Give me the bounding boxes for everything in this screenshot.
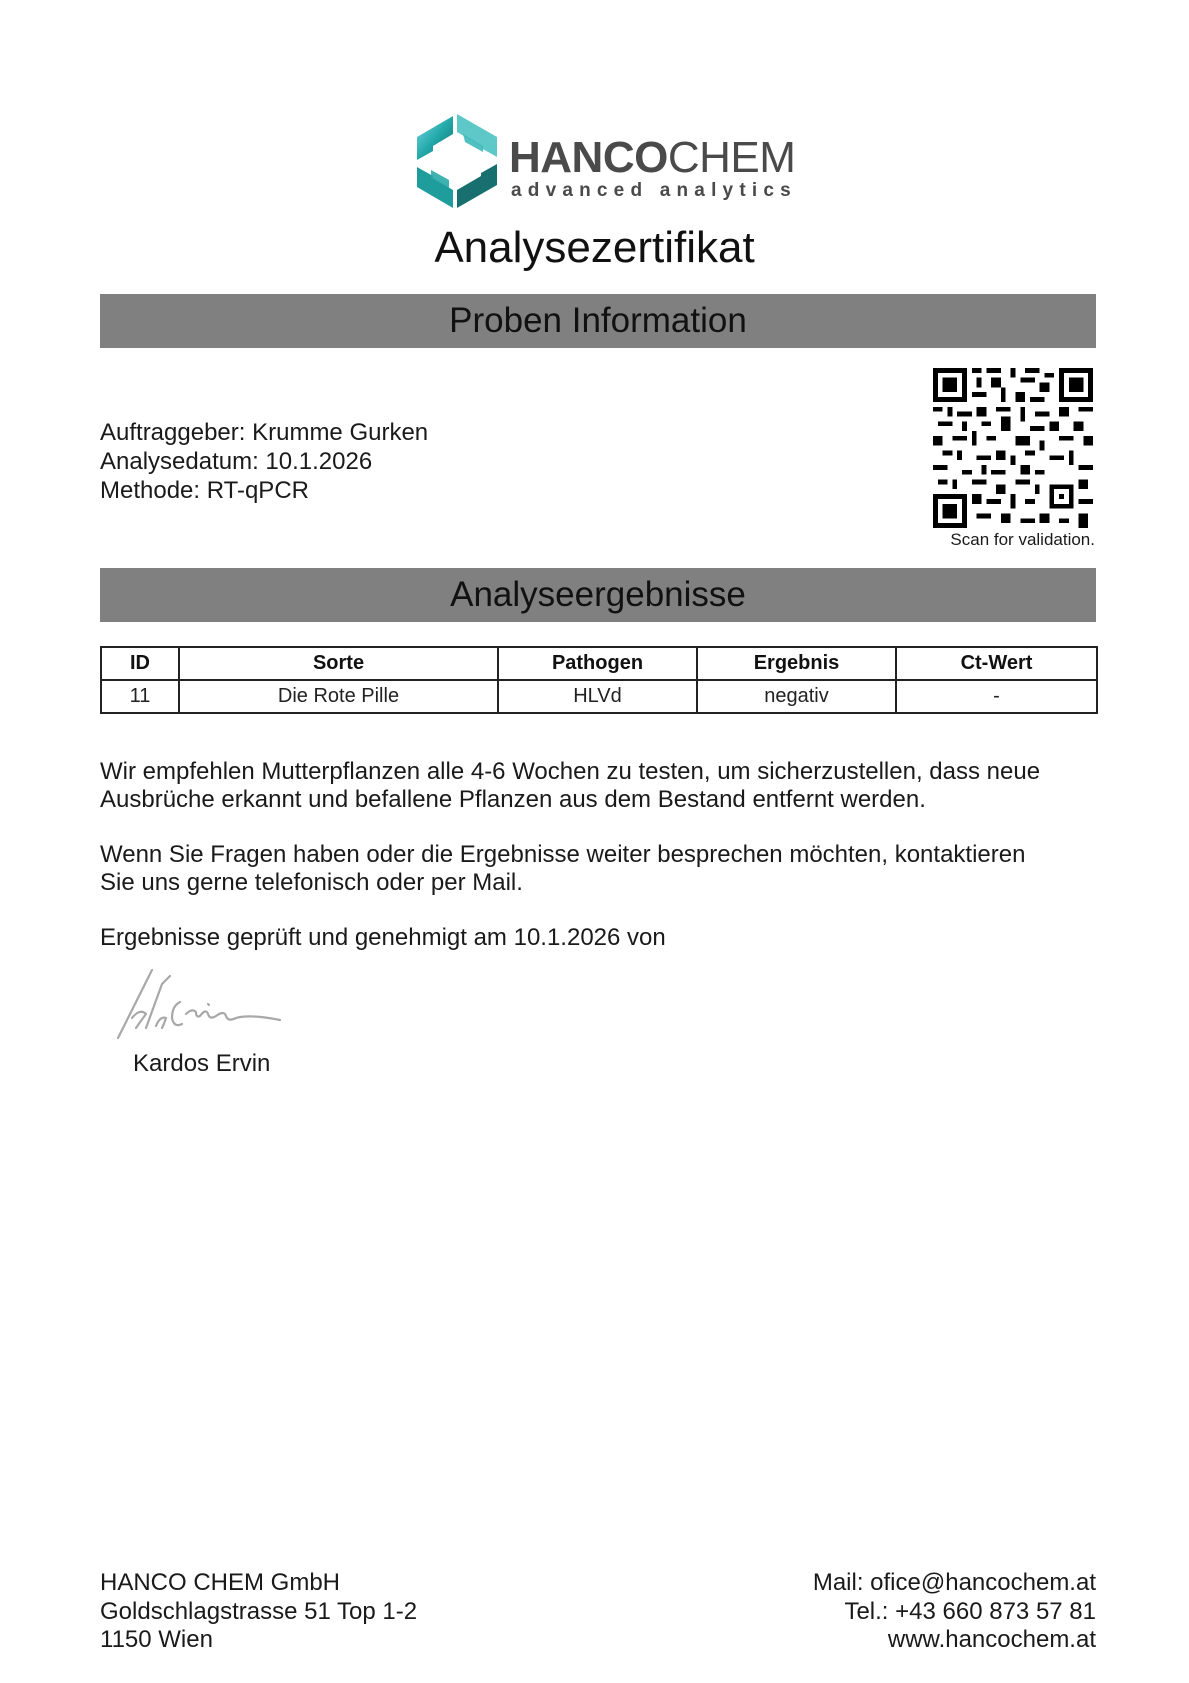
logo-tagline: advanced analytics: [511, 180, 797, 201]
table-row: [101, 680, 1097, 713]
column-header-ergebnis: Ergebnis: [697, 647, 896, 680]
paragraph-testing-recommendation: Wir empfehlen Mutterpflanzen alle 4-6 Wochen zu testen, um sicherzustellen, dass neue Ausbrüche erkannt und befallene Pflanzen aus dem Bestand entfernt werden.: [100, 758, 1041, 813]
section-header-proben-information: Proben Information: [100, 294, 1096, 348]
footer-mail[interactable]: Mail: ofice@hancochem.at: [812, 1569, 1096, 1596]
signer-name: Kardos Ervin: [133, 1050, 271, 1077]
paragraph-approval: Ergebnisse geprüft und genehmigt am 10.1.2026 von: [100, 924, 666, 951]
footer-street: Goldschlagstrasse 51 Top 1-2: [100, 1597, 418, 1625]
cell-id: 11: [101, 680, 179, 713]
column-header-ct-wert: Ct-Wert: [896, 647, 1097, 680]
sample-info-block: [100, 418, 428, 505]
column-header-sorte: Sorte: [179, 647, 498, 680]
logo-wordmark: [509, 133, 796, 182]
logo-word-light: CHEM: [667, 133, 796, 182]
footer-contact: [813, 1569, 1096, 1655]
cell-ct-wert: -: [896, 680, 1097, 713]
hexagon-logo-icon: [413, 112, 501, 210]
footer-address: [100, 1569, 417, 1655]
results-table: [100, 646, 1098, 714]
column-header-id: ID: [101, 647, 179, 680]
section-header-analyseergebnisse: Analyseergebnisse: [100, 568, 1096, 622]
document-title: Analysezertifikat: [434, 223, 755, 272]
column-header-pathogen: Pathogen: [498, 647, 697, 680]
qr-caption: Scan for validation.: [950, 530, 1095, 549]
client-line: Auftraggeber: Krumme Gurken: [100, 419, 429, 446]
footer-web[interactable]: www.hancochem.at: [887, 1626, 1096, 1653]
handwritten-signature-icon: [110, 962, 290, 1042]
qr-code-icon[interactable]: [932, 368, 1094, 528]
cell-pathogen: HLVd: [498, 680, 697, 713]
table-header-row: [101, 647, 1097, 680]
cell-sorte: Die Rote Pille: [179, 680, 498, 713]
method-line: Methode: RT-qPCR: [100, 477, 309, 504]
recommendation-text: [100, 758, 1100, 979]
footer-city: 1150 Wien: [100, 1626, 213, 1653]
footer-company: HANCO CHEM GmbH: [100, 1569, 341, 1596]
footer-tel[interactable]: Tel.: +43 660 873 57 81: [844, 1597, 1096, 1625]
paragraph-contact: Wenn Sie Fragen haben oder die Ergebnisse weiter besprechen möchten, kontaktieren Sie uns gerne telefonisch oder per Mail.: [100, 841, 1026, 896]
analysis-date-line: Analysedatum: 10.1.2026: [100, 448, 373, 475]
company-logo: [413, 112, 803, 210]
cell-ergebnis: negativ: [697, 680, 896, 713]
logo-word-bold: HANCO: [509, 133, 668, 182]
